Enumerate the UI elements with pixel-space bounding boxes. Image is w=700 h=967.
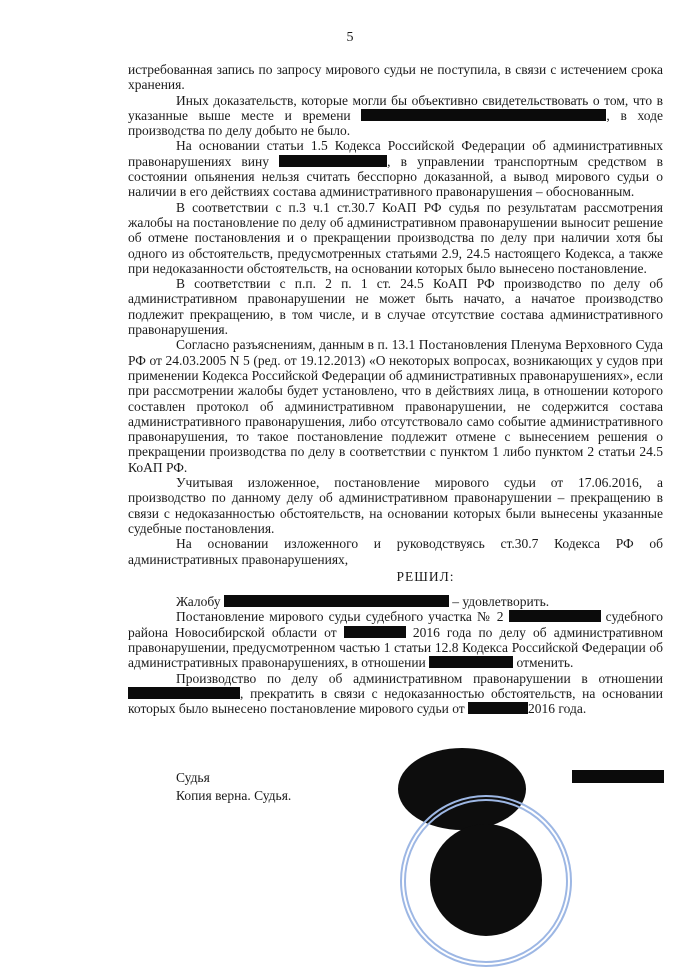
- redaction-block: [429, 656, 513, 668]
- redaction-block: [128, 687, 240, 699]
- redaction-block: [279, 155, 387, 167]
- redaction-block: [361, 109, 606, 121]
- paragraph-3: На основании статьи 1.5 Кодекса Российской Федерации об административных правонарушениях вину , в управлении транспортным средством в состоянии опьянения нельзя считать бесспорно доказанной, а вывод мирового судьи о наличии в его действиях состава административного правонарушения – обоснованным.: [128, 138, 663, 200]
- redaction-block: [344, 626, 406, 638]
- judge-label: Судья: [176, 770, 210, 785]
- court-seal-redaction: [430, 824, 542, 936]
- paragraph-2: Иных доказательств, которые могли бы объективно свидетельствовать о том, что в указанные выше месте и времени , в ходе производства по делу добыто не было.: [128, 92, 663, 139]
- paragraph-5: В соответствии с п.п. 2 п. 1 ст. 24.5 КоАП РФ производство по делу об административном правонарушении не может быть начато, а начатое производство подлежит прекращению, в том числе, и в случае отсутствие состава административного правонарушения.: [128, 276, 663, 338]
- redaction-block: [224, 595, 449, 607]
- decision-3: Производство по делу об административном правонарушении в отношении , прекратить в связи с недоказанностью обстоятельств, на основании которых было вынесено постановление мирового судьи от 2016 года.: [128, 670, 663, 717]
- paragraph-1: истребованная запись по запросу мирового судьи не поступила, в связи с истечением срока хранения.: [128, 62, 663, 93]
- paragraph-6: Согласно разъяснениям, данным в п. 13.1 Постановления Пленума Верховного Суда РФ от 24.03.2005 N 5 (ред. от 19.12.2013) «О некоторых вопросах, возникающих у судов при применении Кодекса Российской Федерации об административных правонарушениях», если при рассмотрении жалобы будет установлено, что в действиях лица, в отношении которого составлен протокол об административном правонарушении, не содержится состава административного правонарушения, либо отсутствовало само событие административного правонарушения, то такое постановление подлежит отмене с вынесением решения о прекращении производства по делу в соответствии с пунктом 1 либо пунктом 2 статьи 24.5 КоАП РФ.: [128, 337, 663, 475]
- decision-heading: РЕШИЛ:: [396, 568, 455, 584]
- page-number: 5: [346, 30, 354, 45]
- redaction-block: [509, 610, 601, 622]
- copy-certified-label: Копия верна. Судья.: [176, 788, 292, 803]
- paragraph-7: Учитывая изложенное, постановление мирового судьи от 17.06.2016, а производство по данному делу об административном правонарушении – прекращению в связи с недоказанностью обстоятельств, на основании которых были вынесены указанные судебные постановления.: [128, 475, 663, 536]
- paragraph-8: На основании изложенного и руководствуясь ст.30.7 Кодекса РФ об административных правонарушениях,: [128, 536, 663, 567]
- document-body: [128, 62, 663, 716]
- judge-name-redaction: [572, 770, 664, 783]
- paragraph-4: В соответствии с п.3 ч.1 ст.30.7 КоАП РФ судья по результатам рассмотрения жалобы на постановление по делу об административном правонарушении выносит решение об отмене постановления и о прекращении производства по делу при наличии хотя бы одного из обстоятельств, предусмотренных статьями 2.9, 24.5 настоящего Кодекса, а также при недоказанности обстоятельств, на основании которых было вынесено постановление.: [128, 199, 663, 276]
- decision-1: Жалобу – удовлетворить.: [176, 594, 550, 610]
- decision-2: Постановление мирового судьи судебного участка № 2 судебного района Новосибирской области от 2016 года по делу об административном правонарушении, предусмотренном частью 1 статьи 12.8 Кодекса Российской Федерации об административных правонарушениях, в отношении отменить.: [128, 609, 664, 671]
- redaction-block: [468, 702, 528, 714]
